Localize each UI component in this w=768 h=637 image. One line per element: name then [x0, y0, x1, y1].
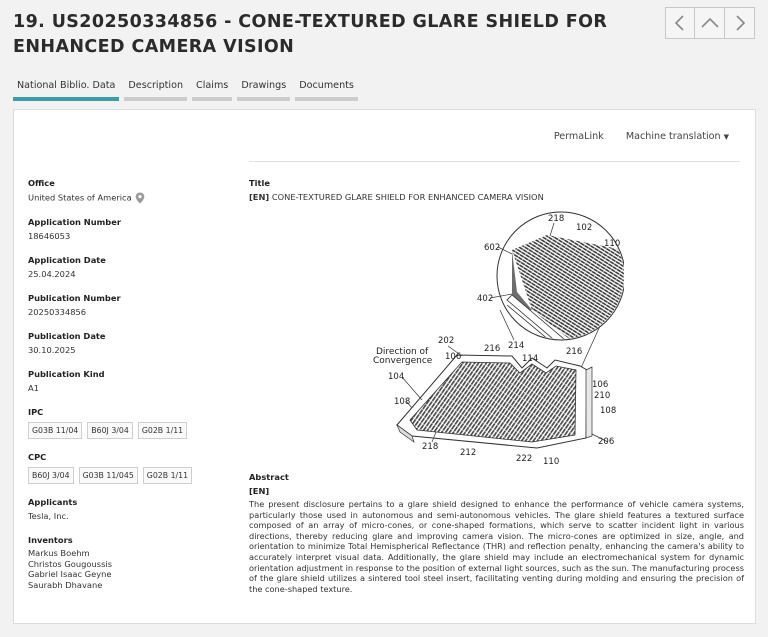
office-label: Office	[28, 178, 55, 188]
cpc-chip[interactable]: G02B 1/11	[143, 467, 192, 484]
next-result-button[interactable]	[725, 7, 755, 39]
ipc-chip[interactable]: G03B 11/04	[28, 422, 82, 439]
ipc-chip[interactable]: B60J 3/04	[87, 422, 133, 439]
drawing-ref-label: 110	[543, 457, 560, 466]
drawing-ref-label: 218	[548, 214, 565, 224]
applicants-label: Applicants	[28, 497, 78, 507]
drawing-ref-label: 106	[445, 352, 462, 362]
application-number-label: Application Number	[28, 217, 121, 227]
drawing-ref-label: 206	[598, 437, 615, 447]
tab-documents[interactable]: Documents	[295, 80, 358, 101]
title-label: Title	[249, 178, 270, 188]
drawing-ref-label: 110	[604, 239, 621, 249]
caret-down-icon: ▼	[723, 133, 729, 141]
drawing-ref-label: 212	[460, 448, 477, 458]
application-date-value: 25.04.2024	[28, 269, 76, 279]
chevron-up-icon	[701, 17, 719, 29]
result-navigation	[665, 7, 755, 39]
divider	[249, 161, 740, 162]
inventors-label: Inventors	[28, 535, 73, 545]
drawing-ref-label: 210	[594, 391, 611, 401]
patent-drawing[interactable]	[362, 210, 624, 466]
applicant-name: Tesla, Inc.	[28, 511, 69, 521]
publication-date-value: 30.10.2025	[28, 345, 76, 355]
drawing-ref-label: 216	[566, 347, 583, 357]
abstract-label: Abstract	[249, 472, 289, 482]
drawing-ref-label: 108	[600, 406, 617, 416]
drawing-ref-label: 102	[576, 223, 593, 233]
cpc-chip[interactable]: G03B 11/045	[79, 467, 138, 484]
ipc-label: IPC	[28, 407, 44, 417]
direction-label: Direction of	[376, 347, 429, 357]
biblio-fields	[28, 178, 228, 603]
chevron-right-icon	[733, 15, 747, 31]
application-date-label: Application Date	[28, 255, 106, 265]
drawing-ref-label: 216	[484, 344, 501, 354]
tab-drawings[interactable]: Drawings	[237, 80, 290, 101]
publication-kind-value: A1	[28, 383, 39, 393]
office-value: United States of America	[28, 192, 228, 204]
drawing-ref-label: 108	[394, 397, 411, 407]
inventor-name: Christos Gougoussis	[28, 558, 113, 569]
ipc-chip[interactable]: G02B 1/11	[138, 422, 187, 439]
tab-national-biblio-data[interactable]: National Biblio. Data	[13, 80, 119, 101]
abstract-text: The present disclosure pertains to a glare shield designed to enhance the performance of vehicle camera systems, particularly those used in autonomous and semi-autonomous vehicles. The glare shield features a textured surface composed of an array of micro-cones, or cone-shaped formations, which serve to scatter incident light in various directions, thereby reducing glare and improving camera vision. The micro-cones are optimized in size, angle, and orientation to minimize Total Hemispherical Reflectance (THR) and reflection penalty, enhancing the camera's ability to accurately interpret visual data. Additionally, the glare shield may include an electromechanical system for dynamic orientation adjustment in response to the position of external light sources, such as the sun. The manufacturing process of the glare shield utilizes a sintered tool steel insert, facilitating venting during molding and ensuring the precision of the cone-shaped texture.	[249, 499, 744, 594]
drawing-ref-label: 602	[484, 243, 501, 253]
previous-result-button[interactable]	[665, 7, 695, 39]
drawing-ref-label: 104	[388, 372, 405, 382]
publication-number-value: 20250334856	[28, 307, 87, 317]
machine-translation-dropdown[interactable]: Machine translation ▼	[625, 131, 729, 142]
abstract-lang: [EN]	[249, 486, 270, 496]
inventor-name: Saurabh Dhavane	[28, 579, 103, 590]
drawing-ref-label: 402	[477, 294, 494, 304]
cpc-chip[interactable]: B60J 3/04	[28, 467, 74, 484]
cpc-label: CPC	[28, 452, 47, 462]
tab-bar	[13, 80, 358, 101]
tab-description[interactable]: Description	[124, 80, 187, 101]
drawing-ref-label: 202	[438, 336, 455, 346]
publication-number-label: Publication Number	[28, 293, 121, 303]
drawing-ref-label: 114	[522, 354, 539, 364]
back-to-results-button[interactable]	[695, 7, 725, 39]
drawing-ref-label: 218	[422, 442, 439, 452]
inventor-name: Markus Boehm	[28, 548, 90, 558]
tab-claims[interactable]: Claims	[192, 80, 232, 101]
map-pin-icon[interactable]	[135, 192, 145, 204]
chevron-left-icon	[673, 15, 687, 31]
drawing-ref-label: 106	[592, 380, 609, 390]
drawing-ref-label: 214	[508, 341, 525, 351]
page-title: 19. US20250334856 - CONE-TEXTURED GLARE SHIELD FOR ENHANCED CAMERA VISION	[13, 12, 608, 57]
drawing-ref-label: 222	[516, 454, 533, 464]
publication-date-label: Publication Date	[28, 331, 106, 341]
direction-label: Convergence	[373, 356, 433, 366]
publication-kind-label: Publication Kind	[28, 369, 105, 379]
application-number-value: 18646053	[28, 231, 71, 241]
title-value: [EN] CONE-TEXTURED GLARE SHIELD FOR ENHANCED CAMERA VISION	[249, 192, 544, 202]
permalink-link[interactable]: PermaLink	[553, 131, 604, 142]
inventor-name: Gabriel Isaac Geyne	[28, 569, 112, 579]
